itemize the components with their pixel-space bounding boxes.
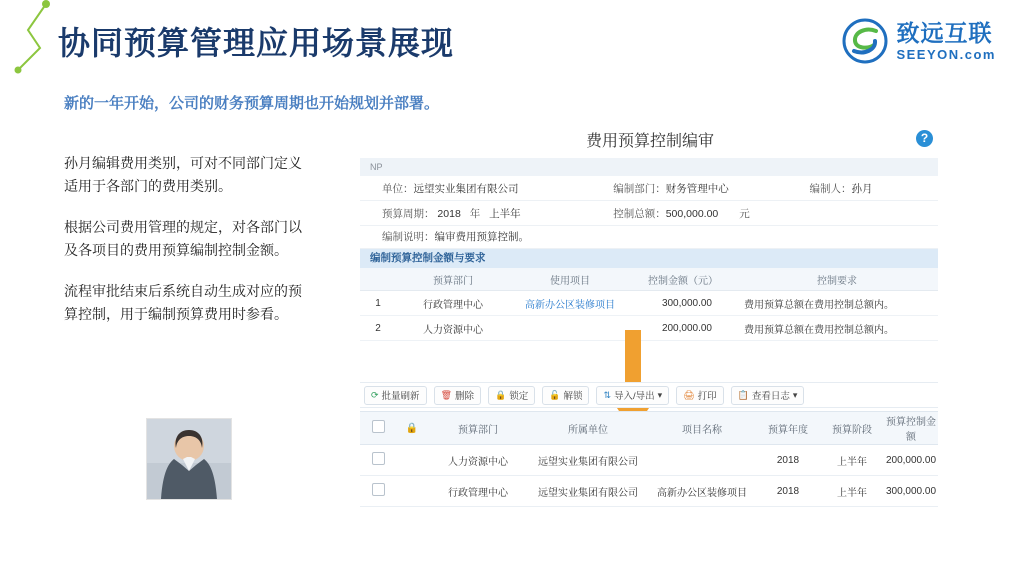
grid-row1-unit: 远望实业集团有限公司 xyxy=(528,445,648,476)
view-log-button[interactable] xyxy=(731,386,805,405)
period-field xyxy=(360,206,591,221)
grid-row2-year: 2018 xyxy=(756,476,820,507)
row-checkbox[interactable] xyxy=(372,483,385,496)
row1-amount: 300,000.00 xyxy=(630,291,736,316)
section-heading: 编制预算控制金额与要求 xyxy=(360,249,938,268)
row1-no: 1 xyxy=(360,291,396,316)
description-paragraph-1: 孙月编辑费用类别，可对不同部门定义适用于各部门的费用类别。 xyxy=(64,155,302,194)
person-field xyxy=(788,181,938,196)
period-label: 预算周期： xyxy=(382,207,435,220)
print-icon: 🖨 xyxy=(683,389,695,400)
table-row[interactable] xyxy=(360,445,938,476)
chevron-down-icon: ▾ xyxy=(657,389,663,400)
unit-field xyxy=(360,181,591,196)
row-checkbox[interactable] xyxy=(372,452,385,465)
refresh-icon: ⟳ xyxy=(371,389,379,400)
grid-toolbar xyxy=(360,382,938,408)
delete-button[interactable] xyxy=(434,386,481,405)
inner-col-amount: 控制金额（元） xyxy=(630,268,736,291)
row1-dept: 行政管理中心 xyxy=(396,291,510,316)
grid-row2-project: 高新办公区装修项目 xyxy=(648,476,756,507)
budget-control-grid xyxy=(360,411,938,507)
select-all-checkbox[interactable] xyxy=(372,420,385,433)
grid-col-amount: 预算控制金额 xyxy=(884,412,938,445)
logo-cn-text: 致远互联 xyxy=(896,19,993,46)
period-year-unit: 年 xyxy=(469,207,481,220)
seeyon-logo-icon xyxy=(842,18,888,64)
grid-col-unit: 所属单位 xyxy=(528,412,648,445)
batch-refresh-label: 批量刷新 xyxy=(381,391,420,402)
period-half: 上半年 xyxy=(489,207,521,220)
description-paragraph-2: 根据公司费用管理的规定，对各部门以及各项目的费用预算编制控制金额。 xyxy=(64,219,302,258)
description-paragraph-3: 流程审批结束后系统自动生成对应的预算控制，用于编制预算费用时参看。 xyxy=(64,283,302,322)
person-photo xyxy=(146,418,232,500)
page-title: 协同预算管理应用场景展现 xyxy=(58,25,455,61)
dept-field xyxy=(591,181,787,196)
person-label: 编制人： xyxy=(809,182,852,195)
row2-require: 费用预算总额在费用控制总额内。 xyxy=(736,316,938,341)
grid-row1-select[interactable] xyxy=(360,445,396,476)
grid-row2-select[interactable] xyxy=(360,476,396,507)
row2-amount: 200,000.00 xyxy=(630,316,736,341)
brand-logo xyxy=(842,18,996,64)
form-row-desc xyxy=(360,226,938,249)
row2-no: 2 xyxy=(360,316,396,341)
total-field xyxy=(591,206,787,221)
total-unit: 元 xyxy=(739,207,750,220)
grid-row1-dept: 人力资源中心 xyxy=(428,445,528,476)
inner-col-dept: 预算部门 xyxy=(396,268,510,291)
print-button[interactable] xyxy=(676,386,723,405)
grid-row1-amount: 200,000.00 xyxy=(884,445,938,476)
chevron-down-icon: ▾ xyxy=(792,389,798,400)
grid-row2-unit: 远望实业集团有限公司 xyxy=(528,476,648,507)
trash-icon: 🗑 xyxy=(440,389,452,400)
lock-button[interactable] xyxy=(488,386,535,405)
unlock-label: 解锁 xyxy=(563,391,583,402)
panel-title: 费用预算控制编审 xyxy=(585,133,714,150)
help-icon[interactable]: ? xyxy=(916,130,933,147)
form-row-period xyxy=(360,201,938,226)
table-row[interactable] xyxy=(360,476,938,507)
period-year: 2018 xyxy=(437,207,461,220)
unit-value: 远望实业集团有限公司 xyxy=(413,182,519,195)
unlock-icon: 🔓 xyxy=(549,389,561,400)
dept-value: 财务管理中心 xyxy=(665,182,729,195)
grid-row2-amount: 300,000.00 xyxy=(884,476,938,507)
table-row[interactable] xyxy=(360,291,938,316)
form-row-unit xyxy=(360,176,938,201)
grid-col-select[interactable] xyxy=(360,412,396,445)
logo-en-text: SEEYON.com xyxy=(896,46,996,62)
inner-table-header-row xyxy=(360,268,938,291)
grid-col-year: 预算年度 xyxy=(756,412,820,445)
grid-row2-dept: 行政管理中心 xyxy=(428,476,528,507)
grid-col-project: 项目名称 xyxy=(648,412,756,445)
unit-label: 单位： xyxy=(382,182,414,195)
description-column xyxy=(64,152,304,344)
grid-row1-lock xyxy=(396,445,428,476)
person-value: 孙月 xyxy=(851,182,873,195)
grid-row1-stage: 上半年 xyxy=(820,445,884,476)
total-label: 控制总额： xyxy=(613,207,666,220)
grid-row1-project xyxy=(648,445,756,476)
grid-col-dept: 预算部门 xyxy=(428,412,528,445)
lock-label: 锁定 xyxy=(509,391,529,402)
desc-value: 编审费用预算控制。 xyxy=(434,231,529,243)
unlock-button[interactable] xyxy=(542,386,589,405)
row1-project-link[interactable]: 高新办公区装修项目 xyxy=(510,291,630,316)
grid-col-stage: 预算阶段 xyxy=(820,412,884,445)
import-export-icon: ⇅ xyxy=(603,389,612,400)
dept-label: 编制部门： xyxy=(613,182,666,195)
budget-form-card xyxy=(360,158,938,341)
inner-col-no xyxy=(360,268,396,291)
form-band-label: NP xyxy=(360,158,938,176)
print-label: 打印 xyxy=(697,391,717,402)
subtitle: 新的一年开始，公司的财务预算周期也开始规划并部署。 xyxy=(64,95,440,112)
batch-refresh-button[interactable] xyxy=(364,386,427,405)
import-export-button[interactable] xyxy=(596,386,669,405)
grid-col-lock xyxy=(396,412,428,445)
grid-row2-stage: 上半年 xyxy=(820,476,884,507)
grid-row1-year: 2018 xyxy=(756,445,820,476)
inner-col-require: 控制要求 xyxy=(736,268,938,291)
lock-icon: 🔒 xyxy=(405,422,419,434)
view-log-label: 查看日志 xyxy=(751,391,790,402)
lock-icon: 🔒 xyxy=(495,389,507,400)
row2-dept: 人力资源中心 xyxy=(396,316,510,341)
import-export-label: 导入/导出 xyxy=(614,391,655,402)
total-value: 500,000.00 xyxy=(665,207,719,220)
desc-label: 编制说明： xyxy=(382,231,435,243)
grid-header-row xyxy=(360,412,938,445)
row1-require: 费用预算总额在费用控制总额内。 xyxy=(736,291,938,316)
delete-label: 删除 xyxy=(455,391,475,402)
inner-col-project: 使用项目 xyxy=(510,268,630,291)
log-icon: 📋 xyxy=(737,389,749,400)
grid-row2-lock xyxy=(396,476,428,507)
